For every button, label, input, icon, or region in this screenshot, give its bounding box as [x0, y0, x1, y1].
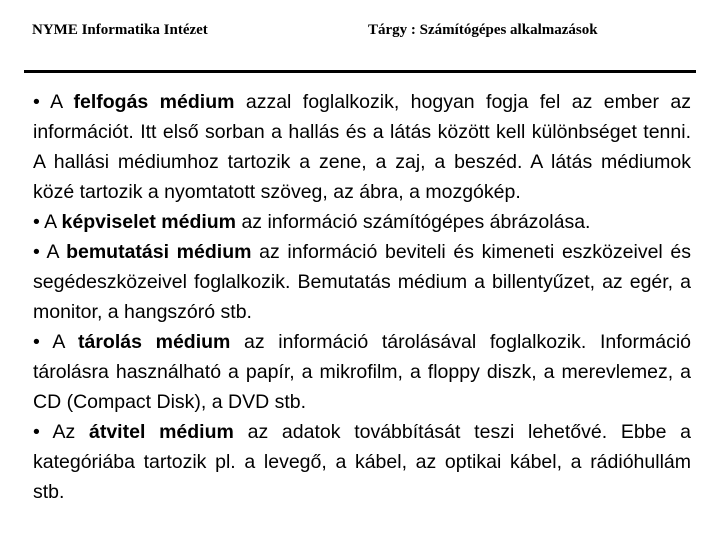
term-kepviselet-medium: képviselet médium — [61, 211, 237, 233]
bullet-marker: • — [33, 241, 40, 263]
bullet-paragraph-tarolas — [33, 327, 691, 417]
paragraph-prefix: A — [44, 211, 57, 233]
subject-header: Tárgy : Számítógépes alkalmazások — [368, 22, 598, 38]
paragraph-prefix: A — [50, 91, 63, 113]
paragraph-text: az adatok továbbítását teszi lehetővé. Ebbe a kategóriába tartozik pl. a levegő, a kábel, az optikai kábel, a rádióhullám stb. — [33, 421, 692, 503]
bullet-paragraph-atvitel — [33, 417, 691, 507]
paragraph-prefix: A — [52, 331, 65, 353]
bullet-marker: • — [33, 91, 40, 113]
paragraph-prefix: A — [46, 241, 59, 263]
paragraph-text: az információ tárolásával foglalkozik. Információ tárolásra használható a papír, a mikrofilm, a floppy diszk, a merevlemez, a CD (Compact Disk), a DVD stb. — [33, 331, 691, 413]
term-tarolas-medium: tárolás médium — [78, 331, 231, 353]
paragraph-prefix: Az — [52, 421, 76, 443]
bullet-paragraph-felfogas — [33, 87, 691, 207]
paragraph-text: az információ számítógépes ábrázolása. — [241, 211, 591, 233]
term-atvitel-medium: átvitel médium — [89, 421, 234, 443]
bullet-marker: • — [33, 331, 40, 353]
header-divider — [24, 70, 696, 73]
slide-body — [33, 87, 691, 507]
paragraph-text: az információ beviteli és kimeneti eszközeivel és segédeszközeivel foglalkozik. Bemutatás médium a billentyűzet, az egér, a monitor, a hangszóró stb. — [33, 241, 692, 323]
term-bemutatasi-medium: bemutatási médium — [66, 241, 252, 263]
paragraph-text: azzal foglalkozik, hogyan fogja fel az ember az információt. Itt első sorban a hallás és a látás között kell különbséget tenni. A hallási médiumhoz tartozik a zene, a zaj, a beszéd. A látás médiumok közé tartozik a nyomtatott szöveg, az ábra, a mozgókép. — [33, 91, 691, 203]
institute-header: NYME Informatika Intézet — [32, 22, 208, 38]
bullet-marker: • — [33, 211, 40, 233]
bullet-paragraph-kepviselet — [33, 207, 691, 237]
term-felfogas-medium: felfogás médium — [73, 91, 235, 113]
bullet-marker: • — [33, 421, 40, 443]
bullet-paragraph-bemutatasi — [33, 237, 691, 327]
